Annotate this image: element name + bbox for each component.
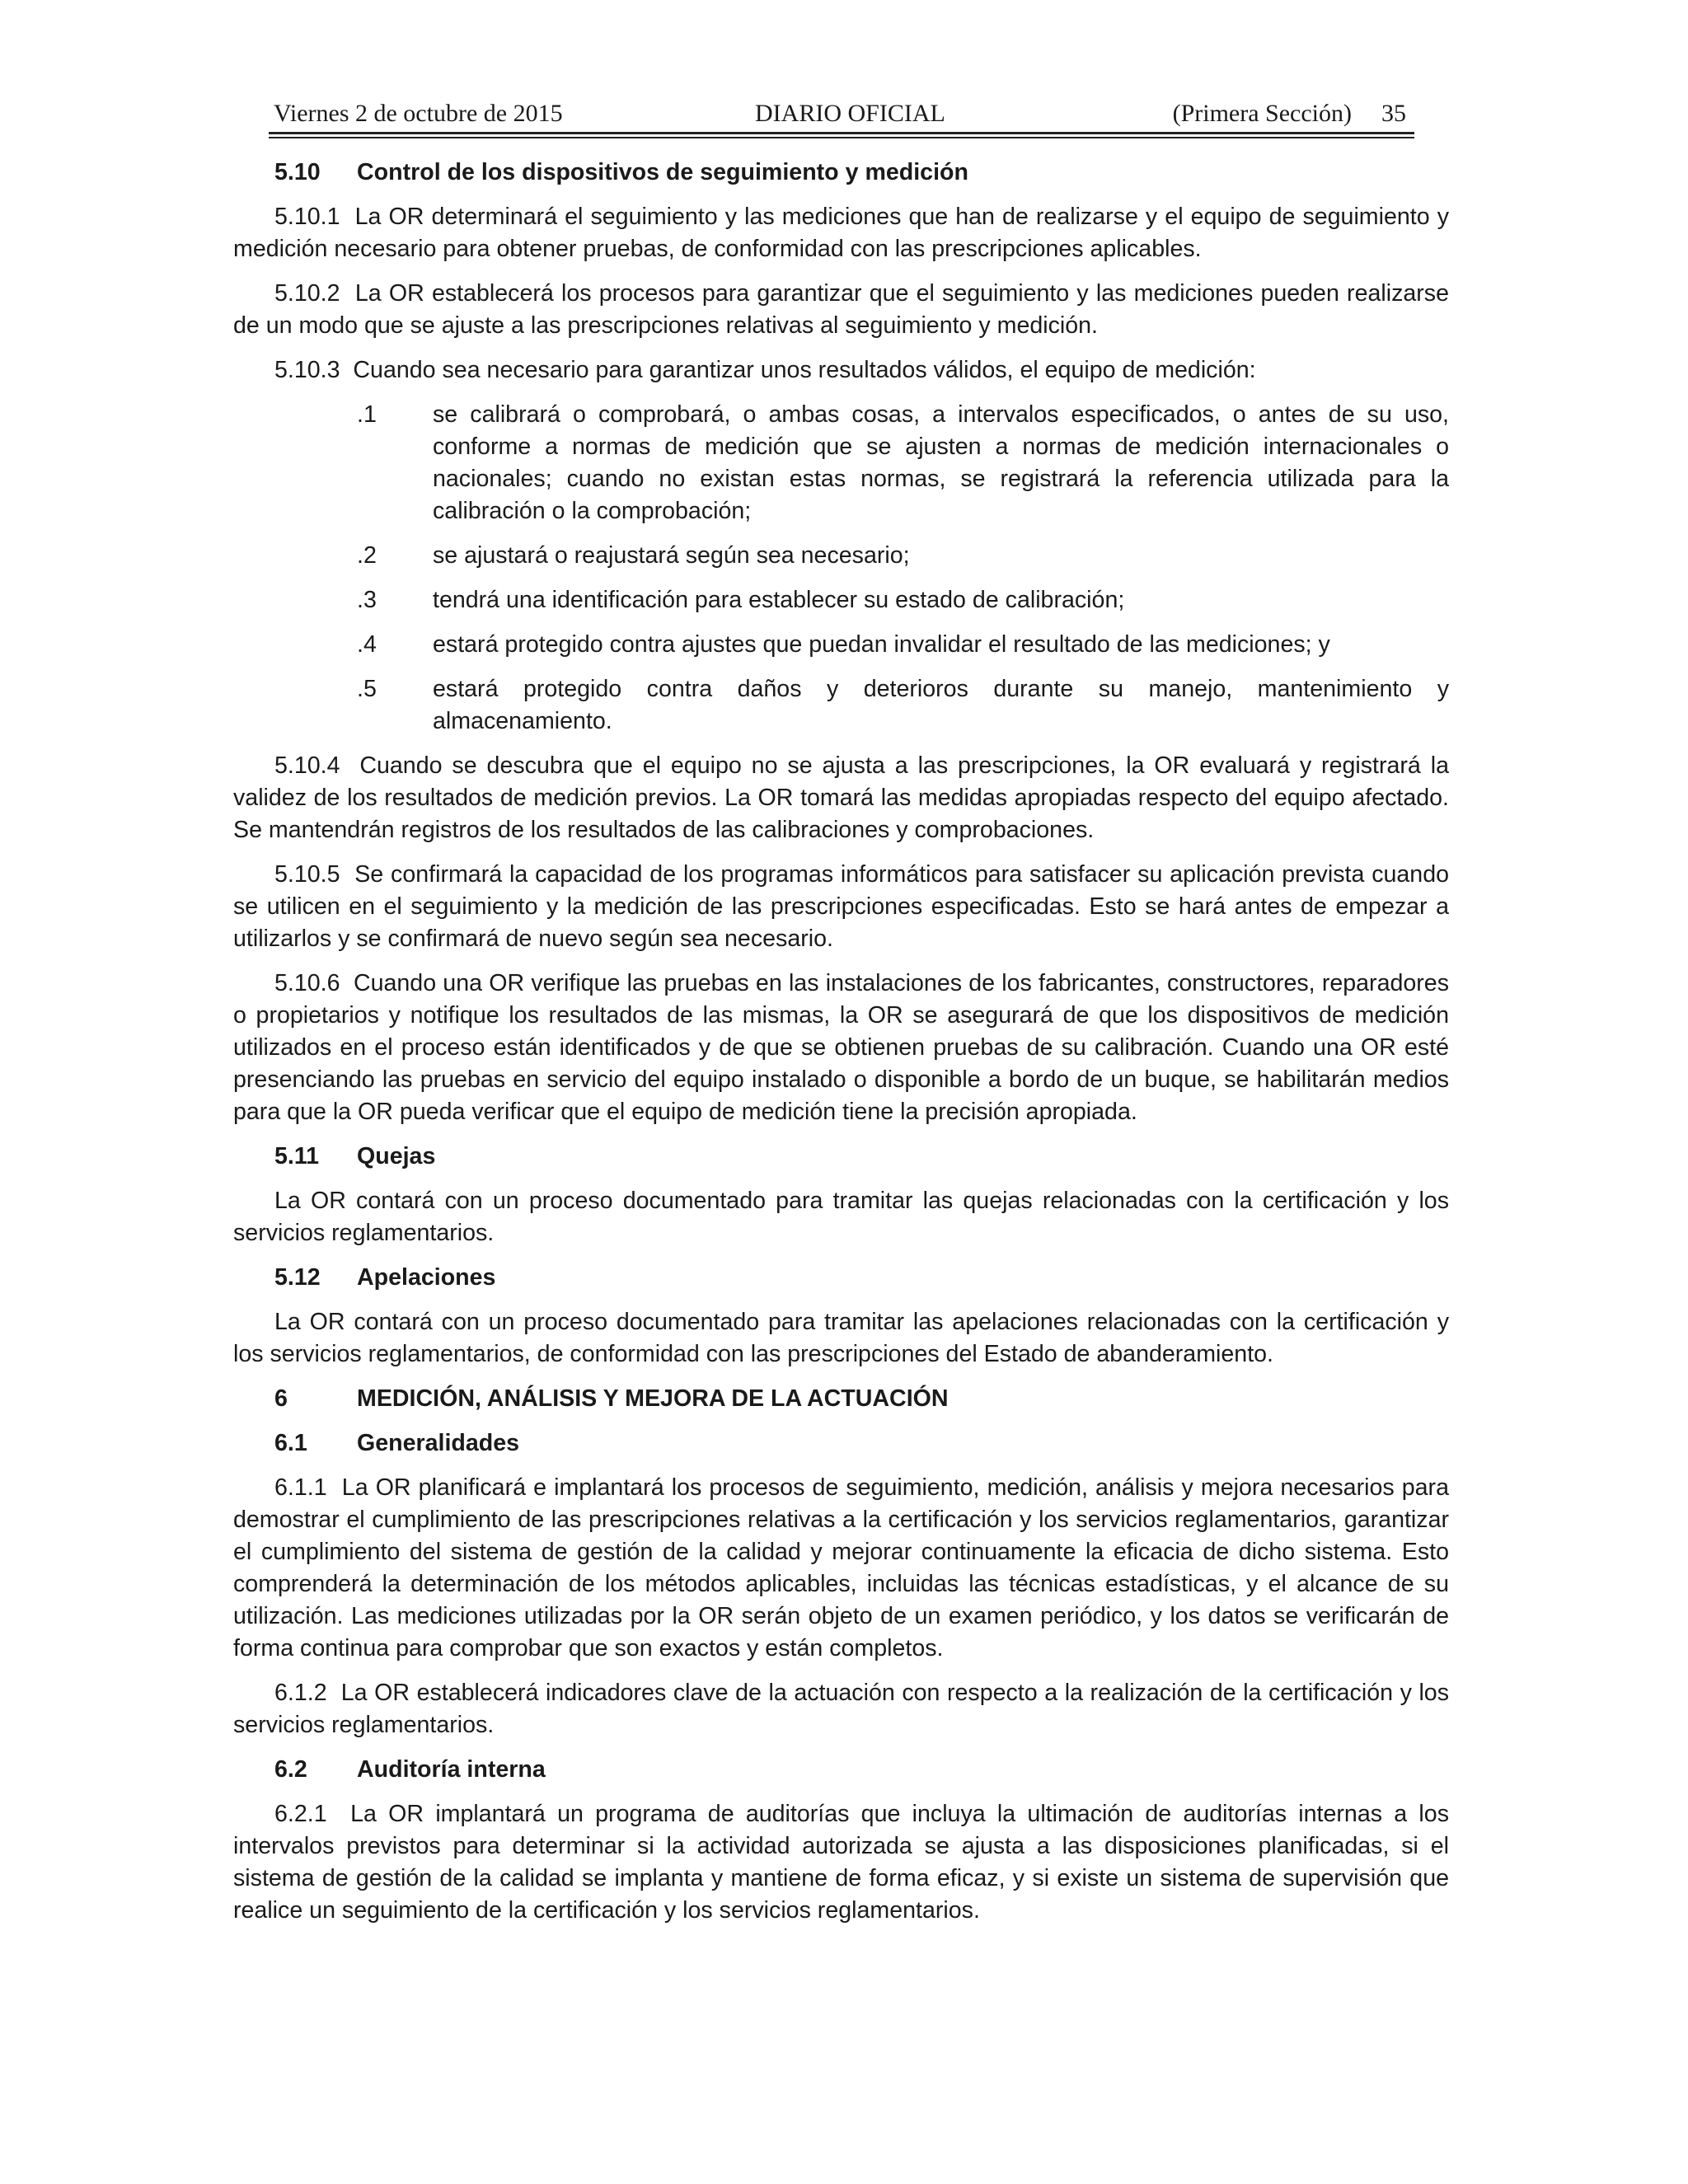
section-heading	[233, 1262, 1449, 1294]
header-rule-thick	[269, 132, 1414, 134]
section-number: 5.10	[274, 159, 321, 185]
paragraph-number: 5.10.4	[274, 752, 340, 779]
paragraph	[233, 968, 1449, 1128]
list-item	[233, 673, 1449, 738]
header-rule-thin	[269, 137, 1414, 138]
section-heading	[233, 1141, 1449, 1173]
paragraph-text: Cuando se descubra que el equipo no se ajusta a las prescripciones, la OR evaluará y registrará la validez de los resultados de medición previos. La OR tomará las medidas apropiadas respecto del equipo afectado. Se mantendrán registros de los resultados de las calibraciones y comprobaciones.	[233, 752, 1450, 843]
page-header	[269, 96, 1414, 132]
section-number: 6.1	[274, 1430, 307, 1456]
paragraph	[233, 201, 1449, 265]
list-item-text: se calibrará o comprobará, o ambas cosas, a intervalos especificados, o antes de su uso, conforme a normas de medición que se ajusten a normas de medición internacionales o nacionales; cuando no existan estas normas, se registrará la referencia utilizada para la calibración o la comprobación;	[433, 401, 1449, 524]
header-publication: DIARIO OFICIAL	[755, 100, 945, 127]
paragraph-text: La OR establecerá indicadores clave de la actuación con respecto a la realización de la certificación y los servicios reglamentarios.	[233, 1680, 1449, 1738]
paragraph-text: La OR contará con un proceso documentado para tramitar las apelaciones relacionadas con la certificación y los servicios reglamentarios, de conformidad con las prescripciones del Estado de abanderamiento.	[233, 1309, 1449, 1367]
paragraph-text: La OR contará con un proceso documentado para tramitar las quejas relacionadas con la certificación y los servicios reglamentarios.	[233, 1188, 1449, 1246]
section-title: Generalidades	[357, 1430, 520, 1456]
paragraph-number: 5.10.2	[274, 280, 340, 307]
paragraph-text: La OR planificará e implantará los procesos de seguimiento, medición, análisis y mejora necesarios para demostrar el cumplimiento de las prescripciones relativas a la certificación y los servicios reglamentarios, garantizar el cumplimiento del sistema de gestión de la calidad y mejorar continuamente la eficacia de dicho sistema. Esto comprenderá la determinación de los métodos aplicables, incluidas las técnicas estadísticas, y el alcance de su utilización. Las mediciones utilizadas por la OR serán objeto de un examen periódico, y los datos se verificarán de forma continua para comprobar que son exactos y están completos.	[233, 1474, 1449, 1661]
section-title: Quejas	[357, 1143, 436, 1169]
list-item-text: tendrá una identificación para establecer su estado de calibración;	[433, 587, 1125, 613]
section-heading	[233, 1383, 1449, 1415]
paragraph-number: 5.10.3	[274, 357, 340, 383]
paragraph	[233, 1472, 1449, 1665]
header-date: Viernes 2 de octubre de 2015	[274, 100, 563, 127]
header-page-number: 35	[1381, 100, 1406, 127]
section-number: 6	[274, 1385, 288, 1412]
paragraph	[233, 1798, 1449, 1927]
paragraph-text: La OR implantará un programa de auditorías que incluya la ultimación de auditorías internas a los intervalos previstos para determinar si la actividad autorizada se ajusta a las disposiciones planificadas, si el sistema de gestión de la calidad se implanta y mantiene de forma eficaz, y si existe un sistema de supervisión que realice un seguimiento de la certificación y los servicios reglamentarios.	[233, 1801, 1449, 1924]
list-item-label: .2	[357, 542, 377, 569]
paragraph-number: 5.10.5	[274, 861, 340, 888]
paragraph	[233, 354, 1449, 387]
list-item-label: .4	[357, 631, 377, 658]
section-number: 5.12	[274, 1264, 321, 1291]
list-item-text: se ajustará o reajustará según sea necesario;	[433, 542, 910, 569]
section-heading	[233, 1427, 1449, 1460]
list-item-text: estará protegido contra ajustes que puedan invalidar el resultado de las mediciones; y	[433, 631, 1330, 658]
paragraph-number: 6.1.2	[274, 1680, 327, 1706]
paragraph	[233, 278, 1449, 342]
section-title: Auditoría interna	[357, 1756, 546, 1783]
paragraph-text: Cuando sea necesario para garantizar unos resultados válidos, el equipo de medición:	[353, 357, 1256, 383]
document-body	[233, 157, 1449, 1939]
list-item-label: .5	[357, 676, 377, 702]
list-item-label: .3	[357, 587, 377, 613]
section-heading	[233, 1754, 1449, 1786]
paragraph-text: Se confirmará la capacidad de los programas informáticos para satisfacer su aplicación prevista cuando se utilicen en el seguimiento y la medición de las prescripciones especificadas. Esto se hará antes de empezar a utilizarlos y se confirmará de nuevo según sea necesario.	[233, 861, 1450, 952]
list-item	[233, 399, 1449, 527]
list-item	[233, 629, 1449, 661]
section-number: 6.2	[274, 1756, 307, 1783]
list-item-text: estará protegido contra daños y deterioros durante su manejo, mantenimiento y almacenamiento.	[433, 676, 1449, 734]
paragraph	[233, 1306, 1449, 1371]
paragraph	[233, 1677, 1449, 1741]
section-title: MEDICIÓN, ANÁLISIS Y MEJORA DE LA ACTUACIÓN	[357, 1385, 949, 1412]
header-section: (Primera Sección)	[1172, 100, 1352, 127]
paragraph-number: 5.10.1	[274, 204, 340, 230]
paragraph	[233, 1185, 1449, 1249]
paragraph-text: Cuando una OR verifique las pruebas en las instalaciones de los fabricantes, constructores, reparadores o propietarios y notifique los resultados de las mismas, la OR se asegurará de que los dispositivos de medición utilizados en el proceso están identificados y de que se obtienen pruebas de su calibración. Cuando una OR esté presenciando las pruebas en servicio del equipo instalado o disponible a bordo de un buque, se habilitarán medios para que la OR pueda verificar que el equipo de medición tiene la precisión apropiada.	[233, 970, 1450, 1125]
section-title: Apelaciones	[357, 1264, 496, 1291]
paragraph-number: 6.2.1	[274, 1801, 327, 1827]
section-number: 5.11	[274, 1143, 320, 1169]
list-item	[233, 584, 1449, 616]
paragraph-number: 5.10.6	[274, 970, 340, 996]
paragraph-text: La OR establecerá los procesos para garantizar que el seguimiento y las mediciones pueden realizarse de un modo que se ajuste a las prescripciones relativas al seguimiento y medición.	[233, 280, 1450, 339]
section-heading	[233, 157, 1449, 189]
list-item-label: .1	[357, 401, 377, 428]
paragraph-text: La OR determinará el seguimiento y las mediciones que han de realizarse y el equipo de seguimiento y medición necesario para obtener pruebas, de conformidad con las prescripciones aplicables.	[233, 204, 1450, 262]
paragraph-number: 6.1.1	[274, 1474, 327, 1501]
list-item	[233, 540, 1449, 572]
section-title: Control de los dispositivos de seguimiento y medición	[357, 159, 968, 185]
paragraph	[233, 750, 1449, 846]
paragraph	[233, 859, 1449, 955]
